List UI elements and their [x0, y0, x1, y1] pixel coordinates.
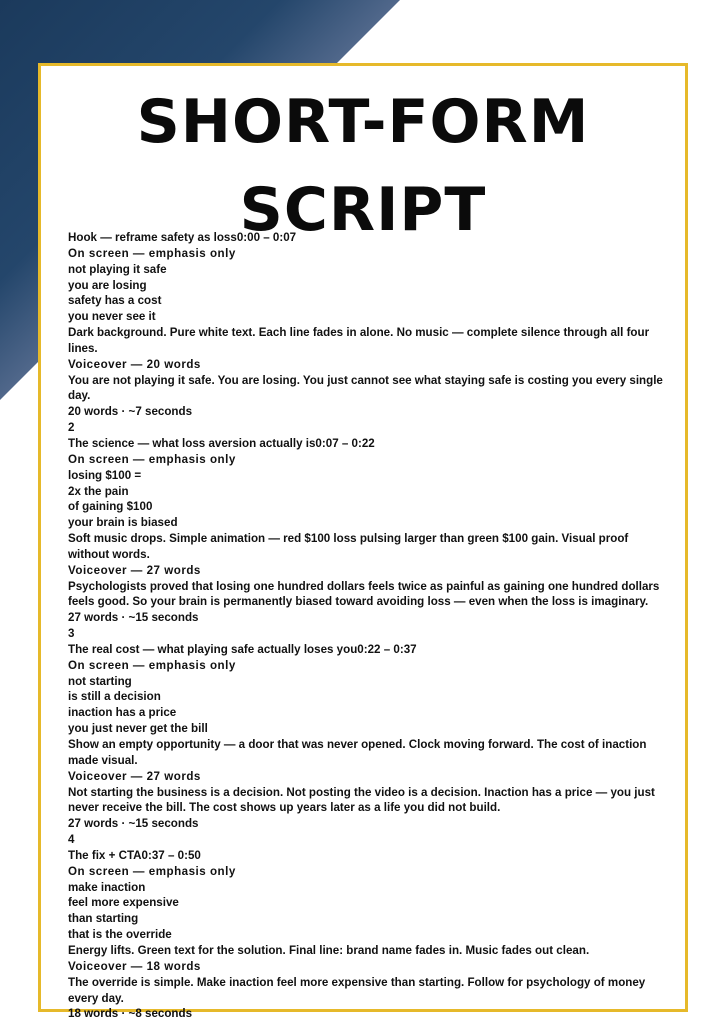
script-line: that is the override [68, 928, 172, 942]
script-line: make inaction [68, 880, 146, 894]
script-line: 27 words · ~15 seconds [68, 817, 199, 831]
script-line: The real cost — what playing safe actually loses you0:22 – 0:37 [68, 642, 417, 656]
script-line: 27 words · ~15 seconds [68, 611, 199, 625]
script-line: On screen — emphasis only [68, 452, 236, 466]
script-line: 2 [68, 421, 75, 435]
title-line-2: SCRIPT [239, 175, 487, 245]
script-line: not playing it safe [68, 262, 167, 276]
script-line: 18 words · ~8 seconds [68, 1007, 193, 1021]
script-line: Hook — reframe safety as loss0:00 – 0:07 [68, 231, 297, 244]
script-line: you never see it [68, 310, 156, 324]
script-line: Show an empty opportunity — a door that was never opened. Clock moving forward. The cost of inaction made visual. [68, 738, 647, 767]
script-line: losing $100 = [68, 468, 142, 482]
script-line: 3 [68, 627, 75, 641]
script-line: not starting [68, 674, 132, 688]
title-line-1: SHORT-FORM [136, 87, 590, 157]
script-line: Voiceover — 18 words [68, 959, 201, 973]
script-line: you just never get the bill [68, 722, 208, 736]
script-line: your brain is biased [68, 516, 178, 530]
script-line: inaction has a price [68, 706, 177, 720]
script-line: Voiceover — 27 words [68, 769, 201, 783]
script-body [68, 230, 668, 1022]
script-line: Dark background. Pure white text. Each line fades in alone. No music — complete silence through all four lines. [68, 326, 650, 355]
script-line: of gaining $100 [68, 500, 153, 514]
script-line: On screen — emphasis only [68, 658, 236, 672]
script-line: you are losing [68, 278, 147, 292]
script-line: Psychologists proved that losing one hundred dollars feels twice as painful as gaining one hundred dollars feels good. So your brain is permanently biased toward avoiding loss — even when the loss is imaginary. [68, 579, 660, 609]
script-line: The fix + CTA0:37 – 0:50 [68, 848, 201, 862]
script-line: feel more expensive [68, 896, 179, 910]
script-line: The override is simple. Make inaction feel more expensive than starting. Follow for psychology of money every day. [68, 975, 646, 1005]
script-line: Soft music drops. Simple animation — red $100 loss pulsing larger than green $100 gain. Visual proof without words. [68, 532, 629, 561]
script-line: 2x the pain [68, 484, 129, 498]
script-line: safety has a cost [68, 294, 162, 308]
script-line: 20 words · ~7 seconds [68, 405, 193, 419]
script-line: The science — what loss aversion actually is0:07 – 0:22 [68, 436, 375, 450]
script-line: 4 [68, 833, 75, 847]
script-line: is still a decision [68, 690, 161, 704]
script-line: than starting [68, 912, 139, 926]
script-line: Not starting the business is a decision. Not posting the video is a decision. Inaction has a price — you just never receive the bill. The cost shows up years later as a life you did not build. [68, 785, 655, 815]
script-line: Energy lifts. Green text for the solution. Final line: brand name fades in. Music fades out clean. [68, 943, 590, 957]
script-line: On screen — emphasis only [68, 864, 236, 878]
script-line: Voiceover — 27 words [68, 563, 201, 577]
script-line: Voiceover — 20 words [68, 357, 201, 371]
script-line: You are not playing it safe. You are losing. You just cannot see what staying safe is costing you every single day. [68, 373, 663, 403]
page-title [41, 78, 685, 254]
script-line: On screen — emphasis only [68, 246, 236, 260]
